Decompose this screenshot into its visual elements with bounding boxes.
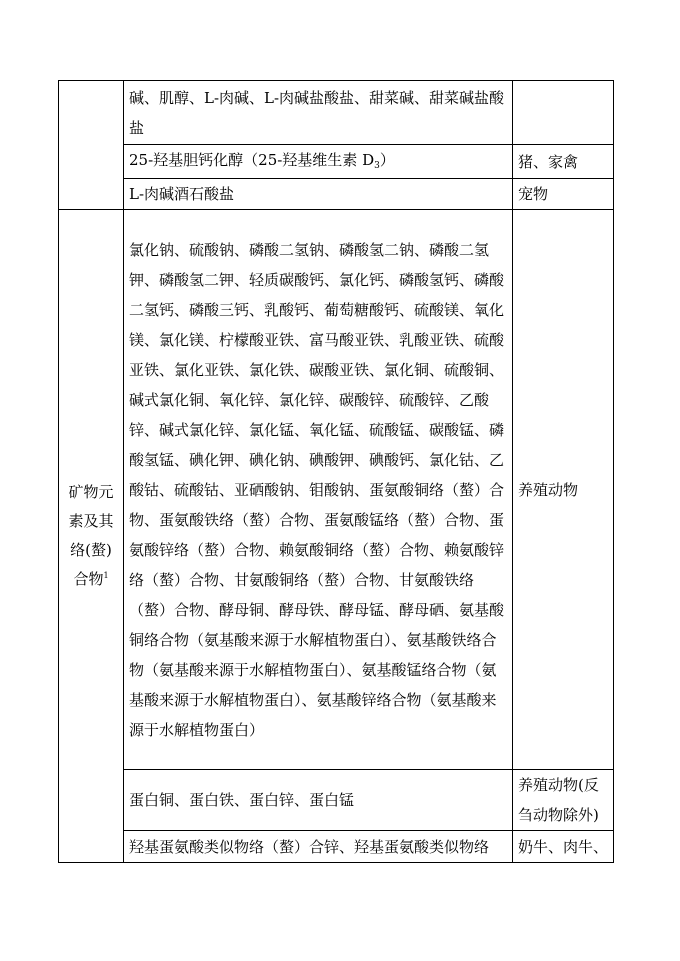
additive-table: [58, 80, 614, 863]
table-row: [59, 210, 614, 770]
table-row: [59, 145, 614, 179]
category-cell: 矿物元素及其络(螯)合物$^1$: [59, 210, 124, 863]
table-row: [59, 179, 614, 210]
ingredient-cell: 氯化钠、硫酸钠、磷酸二氢钠、磷酸氢二钠、磷酸二氢钾、磷酸氢二钾、轻质碳酸钙、氯化钙、磷酸氢钙、磷酸二氢钙、磷酸三钙、乳酸钙、葡萄糖酸钙、硫酸镁、氧化镁、氯化镁、柠檬酸亚铁、富马酸亚铁、乳酸亚铁、硫酸亚铁、氯化亚铁、氯化铁、碳酸亚铁、氯化铜、硫酸铜、碱式氯化铜、氧化锌、氯化锌、碳酸锌、硫酸锌、乙酸锌、碱式氯化锌、氯化锰、氧化锰、硫酸锰、碳酸锰、磷酸氢锰、碘化钾、碘化钠、碘酸钾、碘酸钙、氯化钴、乙酸钴、硫酸钴、亚硒酸钠、钼酸钠、蛋氨酸铜络（螯）合物、蛋氨酸铁络（螯）合物、蛋氨酸锰络（螯）合物、蛋氨酸锌络（螯）合物、赖氨酸铜络（螯）合物、赖氨酸锌络（螯）合物、甘氨酸铜络（螯）合物、甘氨酸铁络（螯）合物、酵母铜、酵母铁、酵母锰、酵母硒、氨基酸铜络合物（氨基酸来源于水解植物蛋白）、氨基酸铁络合物（氨基酸来源于水解植物蛋白）、氨基酸锰络合物（氨基酸来源于水解植物蛋白）、氨基酸锌络合物（氨基酸来源于水解植物蛋白）: [124, 210, 513, 770]
category-cell: [59, 81, 124, 210]
ingredient-cell: 蛋白铜、蛋白铁、蛋白锌、蛋白锰: [124, 770, 513, 831]
ingredient-cell: 碱、肌醇、L-肉碱、L-肉碱盐酸盐、甜菜碱、甜菜碱盐酸盐: [124, 81, 513, 145]
ingredient-cell: 25-羟基胆钙化醇（25-羟基维生素 $D_3$）: [124, 145, 513, 179]
scope-cell: 养殖动物: [513, 210, 614, 770]
ingredient-cell: L-肉碱酒石酸盐: [124, 179, 513, 210]
scope-cell: 养殖动物(反刍动物除外): [513, 770, 614, 831]
scope-cell: 猪、家禽: [513, 145, 614, 179]
table-row: [59, 81, 614, 145]
ingredient-cell: 羟基蛋氨酸类似物络（螯）合锌、羟基蛋氨酸类似物络: [124, 831, 513, 863]
scope-cell: 奶牛、肉牛、: [513, 831, 614, 863]
scope-cell: [513, 81, 614, 145]
table-row: [59, 831, 614, 863]
scope-cell: 宠物: [513, 179, 614, 210]
table-row: [59, 770, 614, 831]
